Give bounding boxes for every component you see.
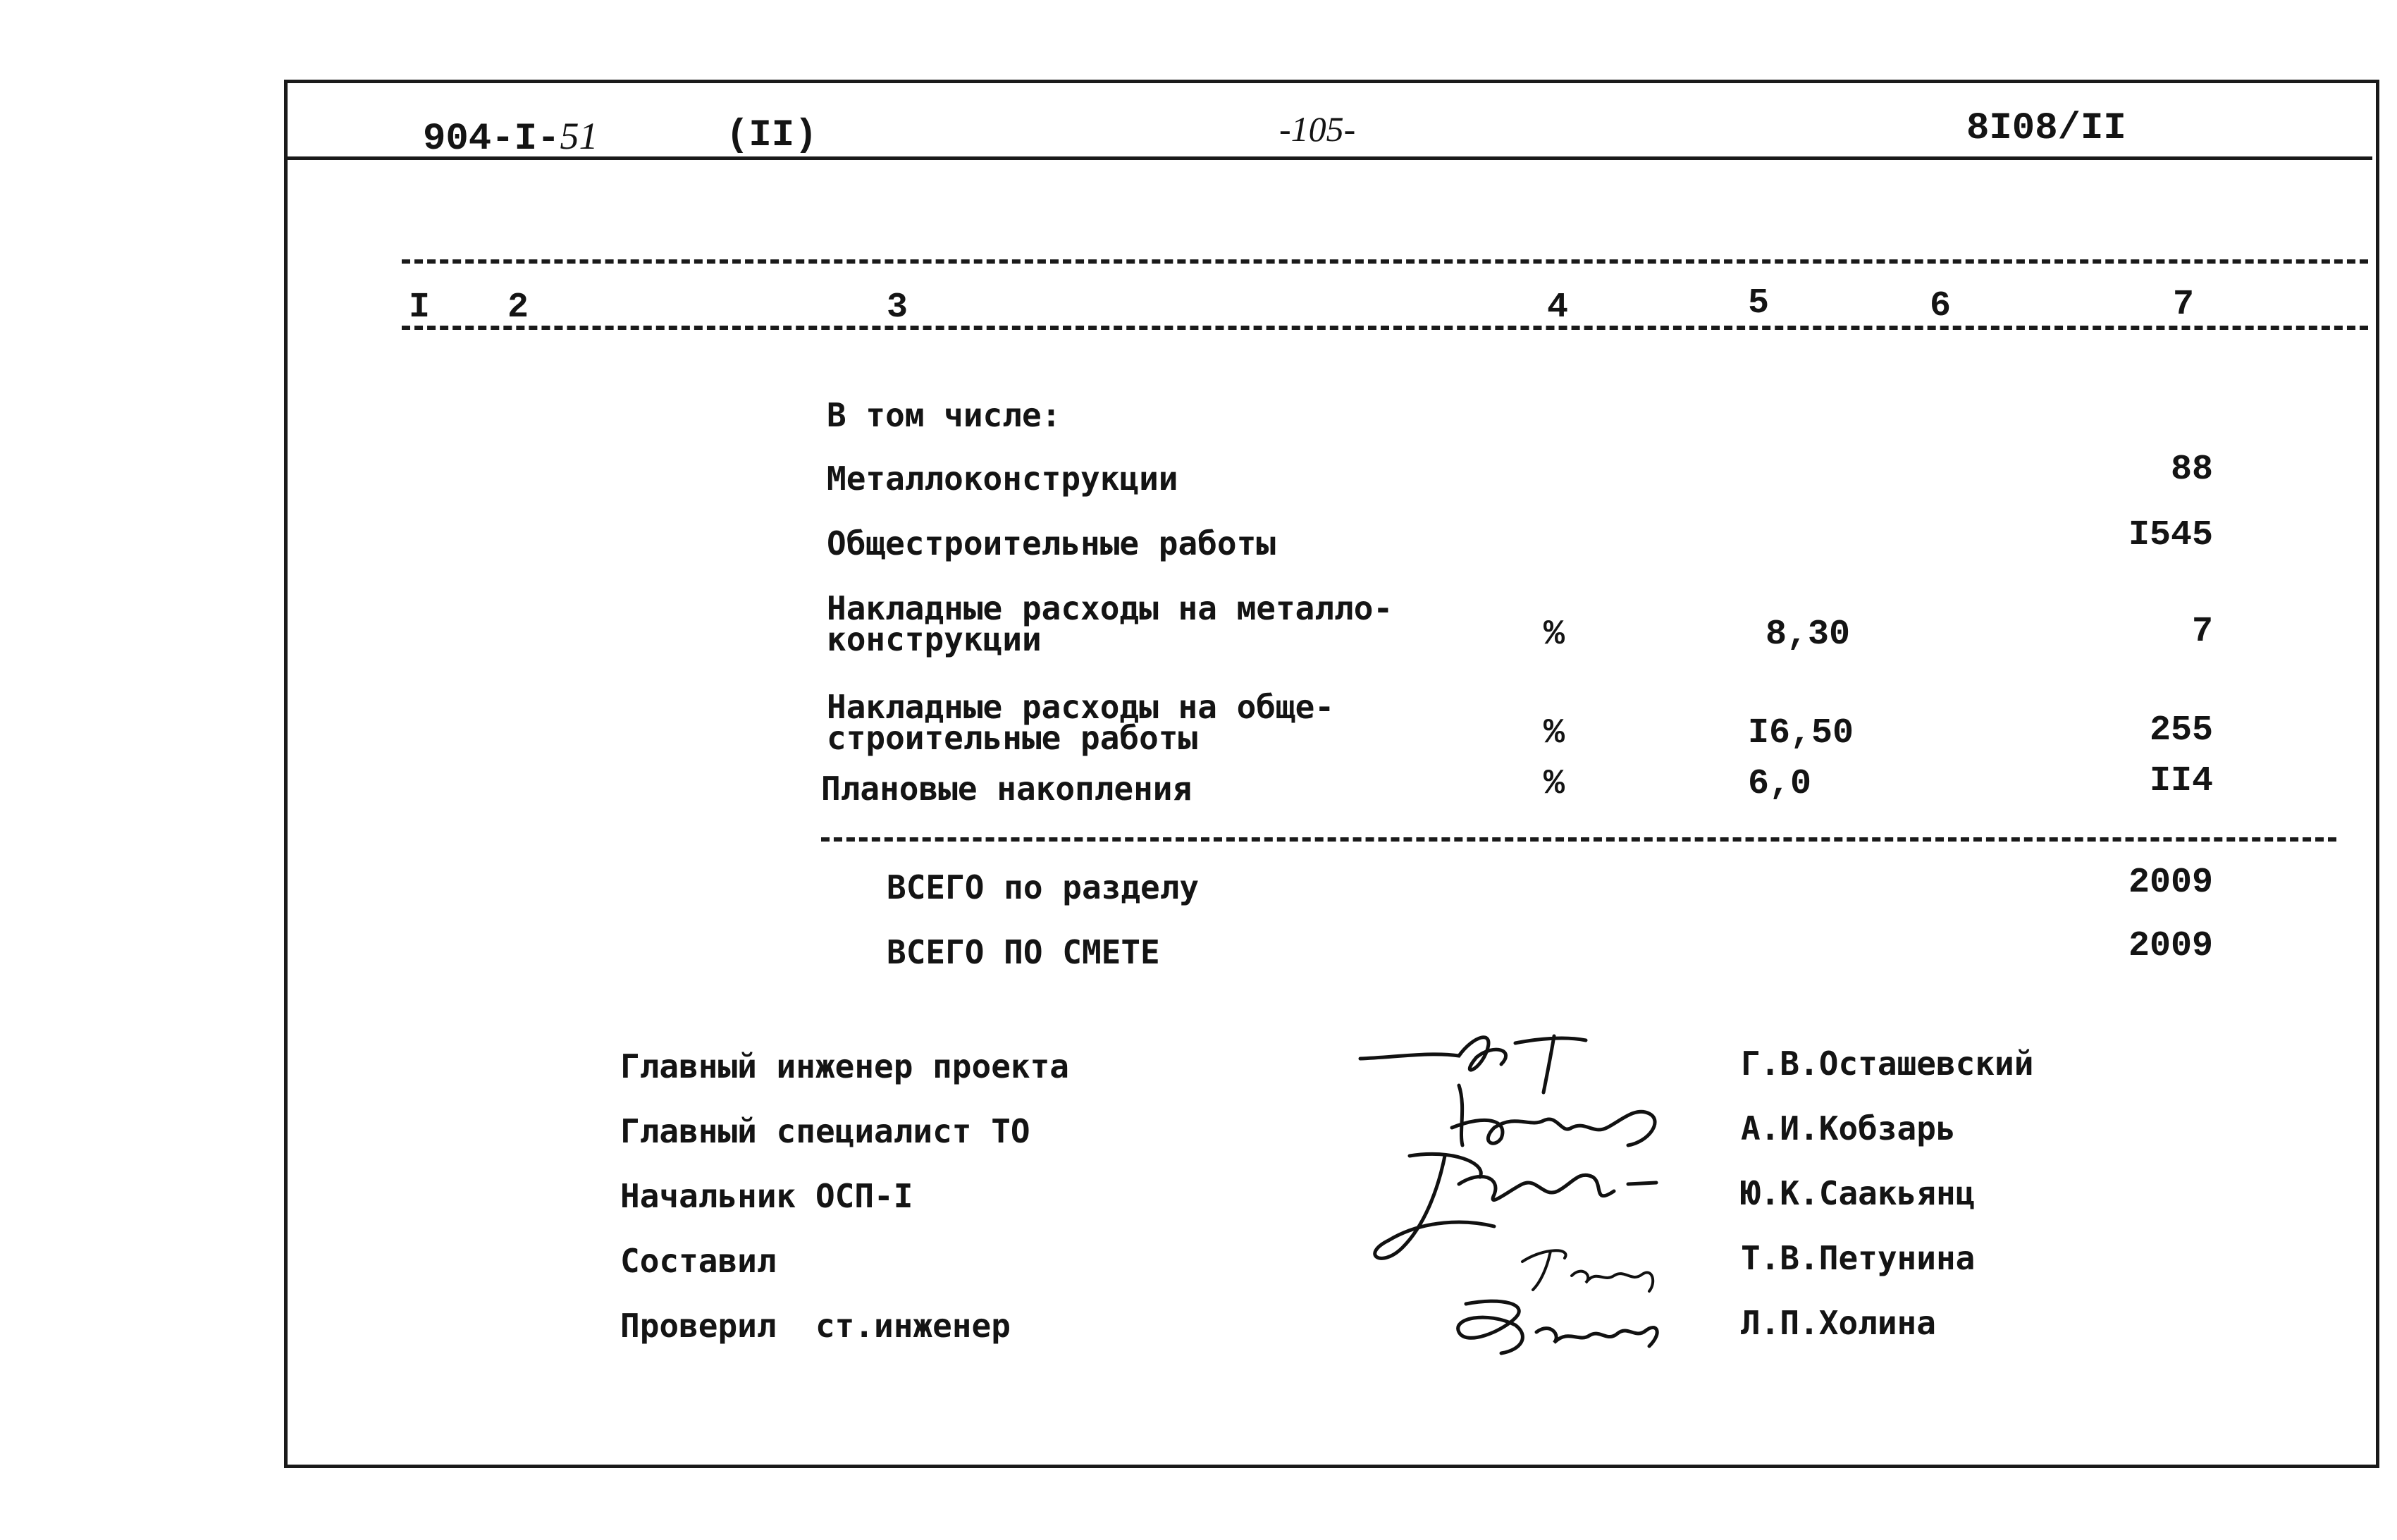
- row-value-planned-savings: II4: [2149, 761, 2213, 801]
- row-rate-planned-savings: 6,0: [1748, 764, 1812, 804]
- total-estimate-label: ВСЕГО ПО СМЕТЕ: [887, 933, 1160, 971]
- signatory-name-chief-engineer: Г.В.Осташевский: [1741, 1045, 2034, 1083]
- row-label-planned-savings: Плановые накопления: [821, 770, 1193, 808]
- row-label-general-construction: Общестроительные работы: [827, 524, 1276, 562]
- total-estimate-value: 2009: [2128, 926, 2213, 966]
- column-number-4: 4: [1547, 288, 1569, 328]
- signatory-role-department-head: Начальник ОСП-I: [620, 1177, 913, 1215]
- row-rate-overhead-metal: 8,30: [1766, 615, 1851, 655]
- row-value-overhead-general: 255: [2149, 710, 2213, 751]
- signature-compiled-by: [1515, 1240, 1670, 1297]
- row-label-overhead-general-line1: Накладные расходы на обще-: [827, 688, 1335, 726]
- row-unit-overhead-metal: %: [1543, 615, 1565, 655]
- row-rate-overhead-general: I6,50: [1748, 713, 1854, 753]
- row-label-metal-structures: Металлоконструкции: [827, 460, 1178, 498]
- total-section-label: ВСЕГО по разделу: [887, 868, 1200, 906]
- part-number: (II): [726, 114, 818, 157]
- column-number-5: 5: [1748, 283, 1770, 324]
- project-code-prefix: 904-I-: [423, 118, 560, 161]
- column-number-6: 6: [1930, 286, 1952, 326]
- column-header-bottom-rule: [402, 326, 2368, 330]
- row-unit-overhead-general: %: [1543, 713, 1565, 753]
- signatory-role-chief-specialist: Главный специалист ТО: [620, 1112, 1030, 1150]
- row-label-overhead-metal-line1: Накладные расходы на металло-: [827, 589, 1393, 627]
- signatory-role-compiled-by: Составил: [620, 1242, 777, 1280]
- totals-rule: [821, 837, 2336, 842]
- row-value-overhead-metal: 7: [2191, 612, 2213, 652]
- project-code: [423, 117, 598, 159]
- signatory-name-compiled-by: Т.В.Петунина: [1741, 1239, 1976, 1277]
- signatory-name-checked-by: Л.П.Холина: [1741, 1304, 1936, 1342]
- total-section-value: 2009: [2128, 863, 2213, 903]
- row-label-including: В том числе:: [827, 396, 1061, 434]
- signatory-name-department-head: Ю.К.Саакьянц: [1741, 1174, 1976, 1212]
- signature-checked-by: [1438, 1290, 1677, 1367]
- signatory-role-chief-engineer: Главный инженер проекта: [620, 1047, 1069, 1085]
- page-number: -105-: [1279, 109, 1356, 149]
- signatory-role-checked-by: Проверил ст.инженер: [620, 1307, 1011, 1345]
- row-label-overhead-metal-line2: конструкции: [827, 620, 1042, 658]
- column-header-top-rule: [402, 259, 2368, 264]
- row-value-metal-structures: 88: [2170, 450, 2213, 490]
- row-label-overhead-general-line2: строительные работы: [827, 719, 1198, 757]
- document-number: 8I08/II: [1966, 107, 2126, 150]
- column-number-3: 3: [887, 288, 908, 328]
- page-frame: [284, 80, 2379, 1468]
- row-value-general-construction: I545: [2128, 515, 2213, 555]
- row-unit-planned-savings: %: [1543, 764, 1565, 804]
- column-number-7: 7: [2173, 285, 2195, 325]
- column-number-1: I: [409, 288, 431, 328]
- project-code-handwritten: 51: [560, 115, 598, 157]
- column-number-2: 2: [507, 288, 529, 328]
- header-rule: [288, 156, 2372, 160]
- signatory-name-chief-specialist: А.И.Кобзарь: [1741, 1109, 1956, 1147]
